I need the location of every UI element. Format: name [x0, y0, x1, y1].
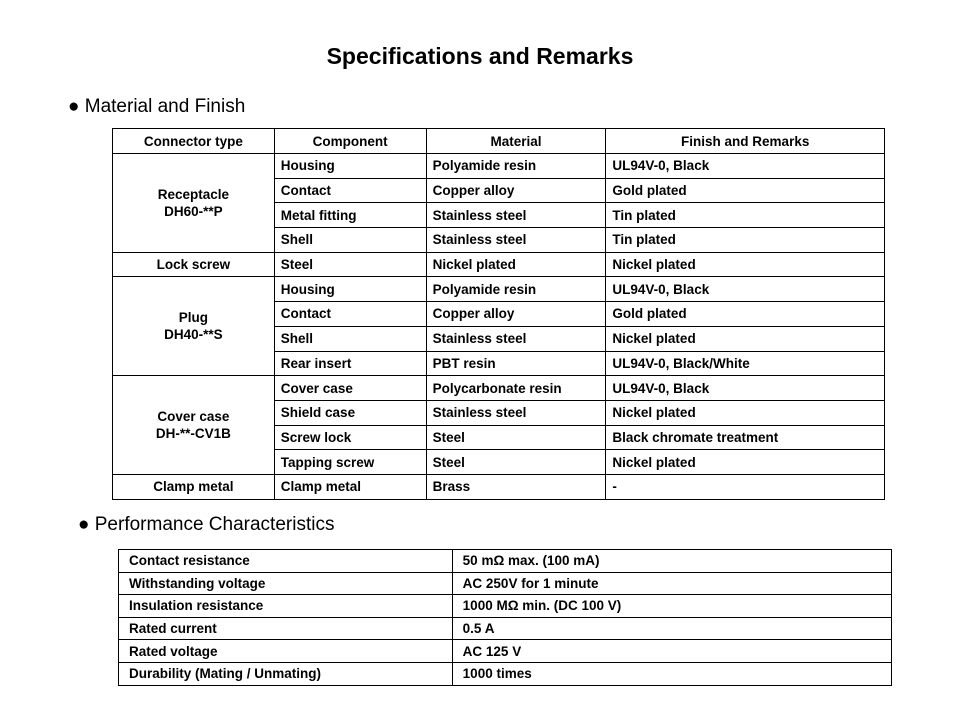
- table-row: [113, 252, 885, 277]
- material-cell: Copper alloy: [426, 302, 606, 327]
- table-row: [113, 376, 885, 401]
- material-cell: PBT resin: [426, 351, 606, 376]
- material-cell: Polyamide resin: [426, 277, 606, 302]
- component-cell: Housing: [274, 277, 426, 302]
- material-cell: Stainless steel: [426, 326, 606, 351]
- component-cell: Clamp metal: [274, 474, 426, 499]
- value-cell: 1000 MΩ min. (DC 100 V): [452, 595, 891, 618]
- material-cell: Nickel plated: [426, 252, 606, 277]
- characteristic-cell: Rated voltage: [119, 640, 453, 663]
- component-cell: Shell: [274, 228, 426, 253]
- finish-cell: -: [606, 474, 885, 499]
- characteristic-cell: Withstanding voltage: [119, 572, 453, 595]
- component-cell: Cover case: [274, 376, 426, 401]
- material-cell: Stainless steel: [426, 400, 606, 425]
- material-finish-table: [112, 128, 885, 500]
- connector-type-cell: Cover case DH-**-CV1B: [113, 376, 275, 475]
- finish-cell: Gold plated: [606, 178, 885, 203]
- table-row: [113, 154, 885, 179]
- finish-cell: Black chromate treatment: [606, 425, 885, 450]
- table-row: [119, 617, 892, 640]
- material-cell: Steel: [426, 450, 606, 475]
- material-cell: Stainless steel: [426, 203, 606, 228]
- material-cell: Brass: [426, 474, 606, 499]
- connector-type-cell: Receptacle DH60-**P: [113, 154, 275, 253]
- component-cell: Contact: [274, 302, 426, 327]
- characteristic-cell: Durability (Mating / Unmating): [119, 662, 453, 685]
- component-cell: Shield case: [274, 400, 426, 425]
- header-component: Component: [274, 129, 426, 154]
- performance-section-heading: ● Performance Characteristics: [78, 514, 335, 535]
- value-cell: AC 250V for 1 minute: [452, 572, 891, 595]
- finish-cell: Nickel plated: [606, 400, 885, 425]
- table-row: [113, 474, 885, 499]
- component-cell: Rear insert: [274, 351, 426, 376]
- material-cell: Stainless steel: [426, 228, 606, 253]
- table-row: [119, 595, 892, 618]
- material-cell: Polycarbonate resin: [426, 376, 606, 401]
- characteristic-cell: Insulation resistance: [119, 595, 453, 618]
- component-cell: Metal fitting: [274, 203, 426, 228]
- material-cell: Polyamide resin: [426, 154, 606, 179]
- finish-cell: UL94V-0, Black: [606, 277, 885, 302]
- header-finish: Finish and Remarks: [606, 129, 885, 154]
- finish-cell: Gold plated: [606, 302, 885, 327]
- material-table-body: [113, 154, 885, 500]
- table-row: [119, 662, 892, 685]
- page-title: Specifications and Remarks: [326, 43, 634, 69]
- value-cell: 1000 times: [452, 662, 891, 685]
- component-cell: Contact: [274, 178, 426, 203]
- performance-table-body: [119, 550, 892, 686]
- material-section-heading: ● Material and Finish: [68, 96, 246, 117]
- connector-type-cell: Lock screw: [113, 252, 275, 277]
- table-row: [119, 550, 892, 573]
- table-row: [119, 640, 892, 663]
- connector-type-cell: Clamp metal: [113, 474, 275, 499]
- header-connector-type: Connector type: [113, 129, 275, 154]
- table-row: [113, 277, 885, 302]
- component-cell: Steel: [274, 252, 426, 277]
- finish-cell: Tin plated: [606, 228, 885, 253]
- table-row: [119, 572, 892, 595]
- component-cell: Tapping screw: [274, 450, 426, 475]
- material-cell: Copper alloy: [426, 178, 606, 203]
- characteristic-cell: Contact resistance: [119, 550, 453, 573]
- finish-cell: Nickel plated: [606, 450, 885, 475]
- finish-cell: Tin plated: [606, 203, 885, 228]
- component-cell: Screw lock: [274, 425, 426, 450]
- finish-cell: Nickel plated: [606, 252, 885, 277]
- header-material: Material: [426, 129, 606, 154]
- value-cell: AC 125 V: [452, 640, 891, 663]
- value-cell: 0.5 A: [452, 617, 891, 640]
- component-cell: Shell: [274, 326, 426, 351]
- connector-type-cell: Plug DH40-**S: [113, 277, 275, 376]
- performance-table: [118, 549, 892, 686]
- material-header-row: [113, 129, 885, 154]
- finish-cell: Nickel plated: [606, 326, 885, 351]
- value-cell: 50 mΩ max. (100 mA): [452, 550, 891, 573]
- finish-cell: UL94V-0, Black: [606, 154, 885, 179]
- material-cell: Steel: [426, 425, 606, 450]
- component-cell: Housing: [274, 154, 426, 179]
- finish-cell: UL94V-0, Black: [606, 376, 885, 401]
- finish-cell: UL94V-0, Black/White: [606, 351, 885, 376]
- characteristic-cell: Rated current: [119, 617, 453, 640]
